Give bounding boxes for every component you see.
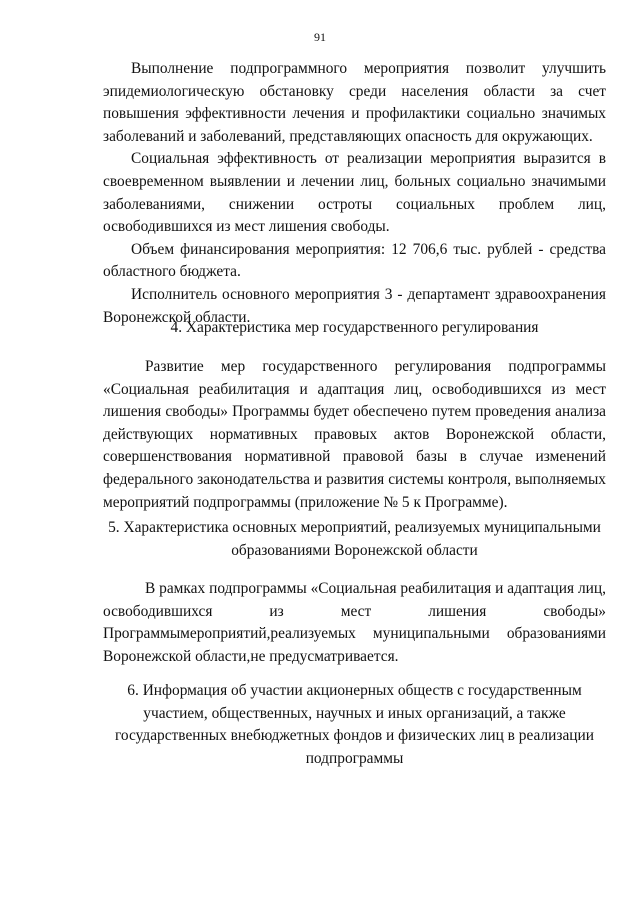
paragraph-social-effect: Социальная эффективность от реализации мероприятия выразится в своевременном выявлении и лечении лиц, больных социально значимыми заболеваниями, снижении остроты социальных проблем лиц, освободившихся из мест лишения свободы.: [103, 150, 606, 236]
section-6-heading: 6. Информация об участии акционерных обществ с государственным участием, общественных, научных и иных организаций, а также государственных внебюджетных фондов и физических лиц в реализации подпрограммы: [115, 682, 594, 767]
paragraph-executor: Исполнитель основного мероприятия 3 - департамент здравоохранения Воронежской области.: [103, 285, 606, 326]
section-4-heading: 4. Характеристика мер государственного регулирования: [170, 319, 539, 336]
section-4-body: [103, 356, 606, 514]
page-number: 91: [314, 30, 326, 44]
section-5-paragraph: В рамках подпрограммы «Социальная реабилитация и адаптация лиц, освободившихся из мест лишения свободы» Программымероприятий,реализуемых муниципальными образованиями Воронежской области,не предусматривается.: [103, 580, 606, 665]
section-4-paragraph: Развитие мер государственного регулирования подпрограммы «Социальная реабилитация и адаптация лиц, освободившихся из мест лишения свободы» Программы будет обеспечено путем проведения анализа действующих нормативных правовых актов Воронежской области, совершенствования нормативной правовой базы в случае изменений федерального законодательства и развития системы контроля, выполняемых мероприятий подпрограммы (приложение № 5 к Программе).: [103, 358, 606, 511]
intro-paragraphs: [103, 58, 606, 329]
paragraph-funding: Объем финансирования мероприятия: 12 706,6 тыс. рублей - средства областного бюджета.: [103, 240, 606, 281]
section-5-heading: 5. Характеристика основных мероприятий, реализуемых муниципальными образованиями Воронежской области: [108, 519, 601, 559]
section-5-body: [103, 578, 606, 668]
paragraph-outcome: Выполнение подпрограммного мероприятия позволит улучшить эпидемиологическую обстановку среди населения области за счет повышения эффективности лечения и профилактики социально значимых заболеваний и заболеваний, представляющих опасность для окружающих.: [103, 60, 606, 145]
